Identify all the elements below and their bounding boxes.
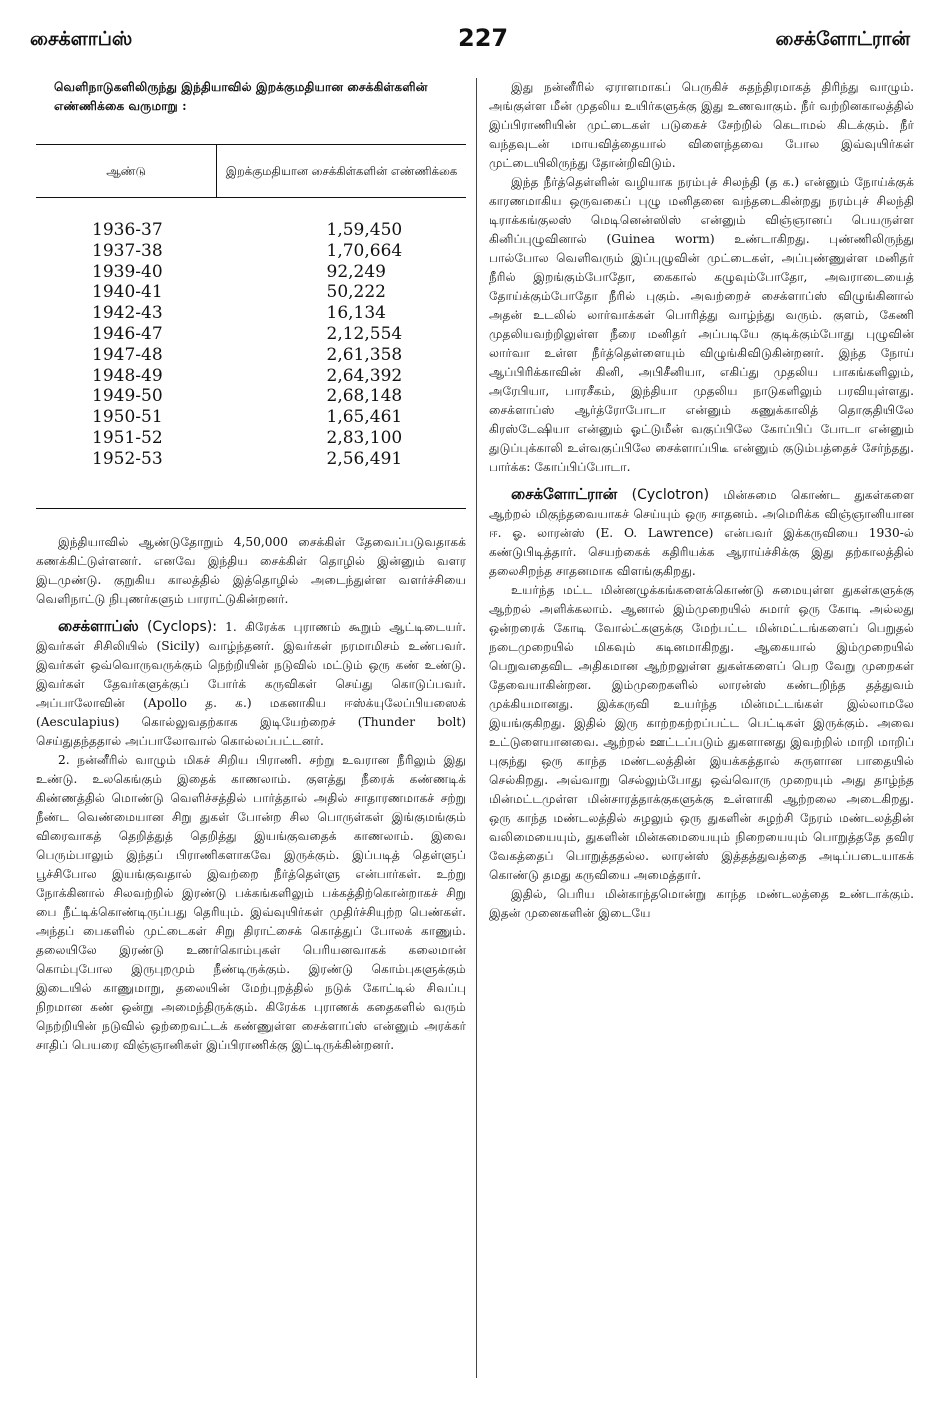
table-header-year: ஆண்டு	[36, 145, 217, 198]
entry-cyclops	[36, 617, 466, 751]
table-body	[36, 198, 466, 509]
table-cell-year: 1952-53	[92, 448, 163, 469]
cyclops-paragraph-4: இந்த நீர்த்தெள்ளின் வழியாக நரம்புச் சிலந்தி (த க.) என்னும் நோய்க்குக் காரணமாகிய ஒருவகைப் புழு மனிதனை வந்தடைகின்றது நரம்புச் சிலந்தி டிராக்கங்குலஸ் மெடினென்ஸிஸ் என்னும் விஞ்ஞானப் பெயருள்ள கினிப்புழுவினால் (Guinea worm) உண்டாகிறது. புண்ணிலிருந்து பால்போல வெளிவரும் இப்புழுவின் முட்டைகள், அப்புண்ணுள்ள மனிதர் நீரில் இறங்கும்போதோ, கைகால் கழுவும்போதோ, அவராடையைத் தோய்க்கும்போதோ நீரில் புகும். அவற்றைச் சைக்ளாப்ஸ் விழுங்கினால் அதன் உடலில் லார்வாக்கள் பொரித்து வாழ்ந்து வரும். குளம், கேணி முதலியவற்றிலுள்ள நீரை மனிதர் அப்படியே குடிக்கும்போது புழுவின் லார்வா உள்ள நீர்த்தெள்ளையும் விழுங்கிவிடுகின்றனர். இந்த நோய் ஆப்பிரிக்காவின் கினி, அபிசீனியா, எகிப்து முதலிய பாகங்களிலும், அரேபியா, பாரசீகம், இந்தியா முதலிய நாடுகளிலும் பரவியுள்ளது. சைக்ளாப்ஸ் ஆர்த்ரோபோடா என்னும் கணுக்காலித் தொகுதியிலே கிரஸ்டேஷியா என்னும் ஓட்டுமீன் வகுப்பிலே கோப்பிப் போடா என்னும் துடுப்புக்காலி உள்வகுப்பிலே சைக்ளாப்பிடீ என்னும் குடும்பத்தைச் சேர்ந்தது. பார்க்க: கோப்பிப்போடா.	[489, 175, 914, 474]
table-cell-year: 1940-41	[92, 282, 163, 303]
table-cell-year: 1937-38	[92, 240, 163, 261]
table-row	[36, 345, 466, 366]
table-cell-year: 1946-47	[92, 323, 163, 344]
table-cell-year: 1951-52	[92, 427, 163, 448]
import-table	[36, 144, 466, 511]
table-row	[36, 262, 466, 283]
table-cell-count: 92,249	[326, 261, 386, 282]
table-cell-count: 16,134	[326, 303, 386, 324]
table-row	[36, 386, 466, 407]
table-cell-count: 1,70,664	[326, 240, 403, 261]
header-left-term: சைக்ளாப்ஸ்	[30, 28, 133, 50]
cyclops-paragraph-1: 1. கிரேக்க புராணம் கூறும் ஆட்டிடையர். இவர்கள் சிசிலியில் (Sicily) வாழ்ந்தனர். இவர்கள் நரமாமிசம் உண்பவர். இவர்கள் ஒவ்வொருவருக்கும் நெற்றியின் நடுவில் மட்டும் ஒரு கண் உண்டு. இவர்கள் தேவர்களுக்குப் போர்க் கருவிகள் செய்து கொடுப்பவர். அப்பாலோவின் (Apollo த. க.) மகனாகிய ஈஸ்க்யுலேப்பியஸைக் (Aesculapius) கொல்லுவதற்காக இடியேற்றைச் (Thunder bolt) செய்துதந்ததால் அப்பாலோவால் கொல்லப்பட்டனர்.	[36, 619, 467, 748]
table-cell-year: 1949-50	[92, 386, 163, 407]
table-row	[36, 303, 466, 324]
table-row	[36, 198, 466, 241]
table-caption: வெளிநாடுகளிலிருந்து இந்தியாவில் இறக்குமதியான சைக்கிள்களின் எண்ணிக்கை வருமாறு :	[54, 80, 428, 113]
page-header	[30, 24, 910, 58]
entry-title-cyclops: சைக்ளாப்ஸ்	[58, 616, 139, 635]
table-cell-count: 2,56,491	[326, 448, 403, 469]
table-row	[36, 407, 466, 428]
column-divider	[476, 78, 477, 1378]
table-header-count: இறக்குமதியான சைக்கிள்களின் எண்ணிக்கை	[217, 145, 467, 198]
table-row	[36, 324, 466, 345]
page-number: 227	[458, 24, 509, 52]
right-column	[489, 78, 914, 923]
cyclops-paragraph-2: 2. நன்னீரில் வாழும் மிகச் சிறிய பிராணி. சற்று உவரான நீரிலும் இது உண்டு. உலகெங்கும் இதைக் காணலாம். குளத்து நீரைக் கண்ணடிக் கிண்ணத்தில் மொண்டு வெளிச்சத்தில் பார்த்தால் அதில் சாதாரணமாகச் சற்று நீண்ட வெண்மையான சிறு துகள் போன்ற சில பொருள்கள் இங்குமங்கும் விரைவாகத் தெறித்துத் தெறித்து இயங்குவதைக் காணலாம். இவை பெரும்பாலும் இந்தப் பிராணிகளாகவே இருக்கும். இப்படித் தெள்ளுப் பூச்சிபோல இயங்குவதால் இவற்றை நீர்த்தெள்ளு என்பார்கள். உற்று நோக்கினால் சிலவற்றில் இரண்டு பக்கங்களிலும் பக்கத்திற்கொன்றாகச் சிறு பை நீட்டிக்கொண்டிருப்பது தெரியும். இவ்வுயிர்கள் முதிர்ச்சியுற்ற பெண்கள். அந்தப் பைகளில் முட்டைகள் சிறு திராட்சைக் கொத்துப் போலக் காணும். தலையிலே இரண்டு உணர்கொம்புகள் பெரியனவாகக் கலைமான் கொம்புபோல இருபுறமும் நீண்டிருக்கும். இரண்டு கொம்புகளுக்கும் இடையில் காணுமாறு, தலையின் மேற்புறத்தில் நடுக் கோட்டில் சிவப்பு நிறமான கண் ஒன்று அமைந்திருக்கும். கிரேக்க புராணக் கதைகளில் வரும் நெற்றியின் நடுவில் ஒற்றைவட்டக் கண்ணுள்ள சைக்ளாப்ஸ் என்னும் அரக்கர் சாதிப் பெயரை விஞ்ஞானிகள் இப்பிராணிக்கு இட்டிருக்கின்றனர்.	[36, 752, 466, 1052]
cyclotron-paragraph-2: உயர்ந்த மட்ட மின்னழுக்கங்களைக்கொண்டு சுமையுள்ள துகள்களுக்கு ஆற்றல் அளிக்கலாம். ஆனால் இம்முறையில் சுமார் ஒரு கோடி அல்லது ஒன்றரைக் கோடி வோல்ட்களுக்கு மேற்பட்ட மின்மட்டங்களைப் பெறுதல் நடைமுறையில் மிகவும் கடினமாகிறது. ஆகையால் இம்முறையில் பெறுவதைவிட அதிகமான ஆற்றலுள்ள துகள்களைப் பெற வேறு முறைகள் தேவையாகின்றன. இம்முறைகளில் லாரன்ஸ் கண்டறிந்த தத்துவம் முக்கியமானது. இக்கருவி உயர்ந்த மின்மட்டங்கள் இல்லாமலே இயங்குகிறது. இதில் இரு காற்றகற்றப்பட்ட பெட்டிகள் இருக்கும். அவை உட்டுளையானவை. ஆற்றல் ஊட்டப்படும் துகளானது இவற்றில் மாறி மாறிப் புகுந்து ஒரு காந்த மண்டலத்தின் இயக்கத்தால் சுருளான பாதையில் செல்கிறது. அவ்வாறு செல்லும்போது ஒவ்வொரு முறையும் அது தாழ்ந்த மின்மட்டமுள்ள மின்சாரத்தாக்குகளுக்கு உள்ளாகி ஆற்றலை அடைகிறது. ஒரு காந்த மண்டலத்தில் சுழலும் ஒரு துகளின் சுழற்சி நேரம் மண்டலத்தின் வலிமையையும், துகளின் மின்சுமையையும் நிறையையும் பொறுத்ததே தவிர வேகத்தைப் பொறுத்ததல்ல. லாரன்ஸ் இத்தத்துவத்தை அடிப்படையாகக் கொண்டு தமது கருவியை அமைத்தார்.	[489, 583, 914, 882]
table-cell-year: 1948-49	[92, 365, 163, 386]
paragraph-cycle-demand: இந்தியாவில் ஆண்டுதோறும் 4,50,000 சைக்கிள் தேவைப்படுவதாகக் கணக்கிட்டுள்ளனர். எனவே இந்திய சைக்கிள் தொழில் இன்னும் வளர இடமுண்டு. குறுகிய காலத்தில் இத்தொழில் அடைந்துள்ள வளர்ச்சியை வெளிநாட்டு நிபுணர்களும் பாராட்டுகின்றனர்.	[36, 534, 466, 606]
table-cell-year: 1947-48	[92, 344, 163, 365]
entry-title-cyclotron: சைக்ளோட்ரான்	[511, 485, 618, 503]
table-cell-count: 2,64,392	[326, 365, 403, 386]
table-cell-count: 50,222	[326, 282, 386, 303]
table-cell-year: 1936-37	[92, 220, 163, 240]
cyclotron-paragraph-3: இதில், பெரிய மின்காந்தமொன்று காந்த மண்டலத்தை உண்டாக்கும். இதன் முனைகளின் இடையே	[489, 887, 914, 920]
table-row	[36, 282, 466, 303]
table-row	[36, 449, 466, 508]
table-cell-year: 1942-43	[92, 303, 163, 324]
cyclops-paragraph-3: இது நன்னீரில் ஏராளமாகப் பெருகிச் சுதந்திரமாகத் திரிந்து வாழும். அங்குள்ள மீன் முதலிய உயிர்களுக்கு இது உணவாகும். நீர் வற்றினகாலத்தில் இப்பிராணியின் முட்டைகள் படுகைச் சேற்றில் கெடாமல் கிடக்கும். நீர் வந்தவுடன் மாயவித்தையால் விளைந்தவை போல இவ்வுயிர்கள் முட்டையிலிருந்து தோன்றிவிடும்.	[489, 80, 914, 170]
table-row	[36, 241, 466, 262]
table-cell-count: 2,68,148	[326, 386, 403, 407]
table-row	[36, 366, 466, 387]
entry-latin-cyclotron: (Cyclotron)	[631, 487, 710, 503]
table-cell-count: 1,59,450	[326, 220, 403, 240]
table-cell-year: 1939-40	[92, 261, 163, 282]
header-right-term: சைக்ளோட்ரான்	[775, 28, 910, 50]
table-row	[36, 428, 466, 449]
table-cell-count: 2,83,100	[326, 427, 403, 448]
table-cell-year: 1950-51	[92, 407, 163, 428]
left-column	[36, 78, 466, 1055]
table-cell-count: 1,65,461	[326, 407, 403, 428]
entry-latin-cyclops: (Cyclops):	[146, 618, 217, 635]
table-cell-count: 2,12,554	[326, 323, 403, 344]
table-header-row	[36, 145, 466, 198]
cyclotron-paragraph-1: மின்சுமை கொண்ட துகள்களை ஆற்றல் மிகுந்தவையாகச் செய்யும் ஒரு சாதனம். அமெரிக்க விஞ்ஞானியான ஈ. ஓ. லாரன்ஸ் (E. O. Lawrence) என்பவர் இக்கருவியை 1930-ல் கண்டுபிடித்தார். செயற்கைக் கதிரியக்க ஆராய்ச்சிக்கு இது தற்காலத்தில் தலைசிறந்த சாதனமாக விளங்குகிறது.	[489, 488, 915, 578]
entry-cyclotron	[489, 485, 914, 581]
table-cell-count: 2,61,358	[326, 344, 403, 365]
